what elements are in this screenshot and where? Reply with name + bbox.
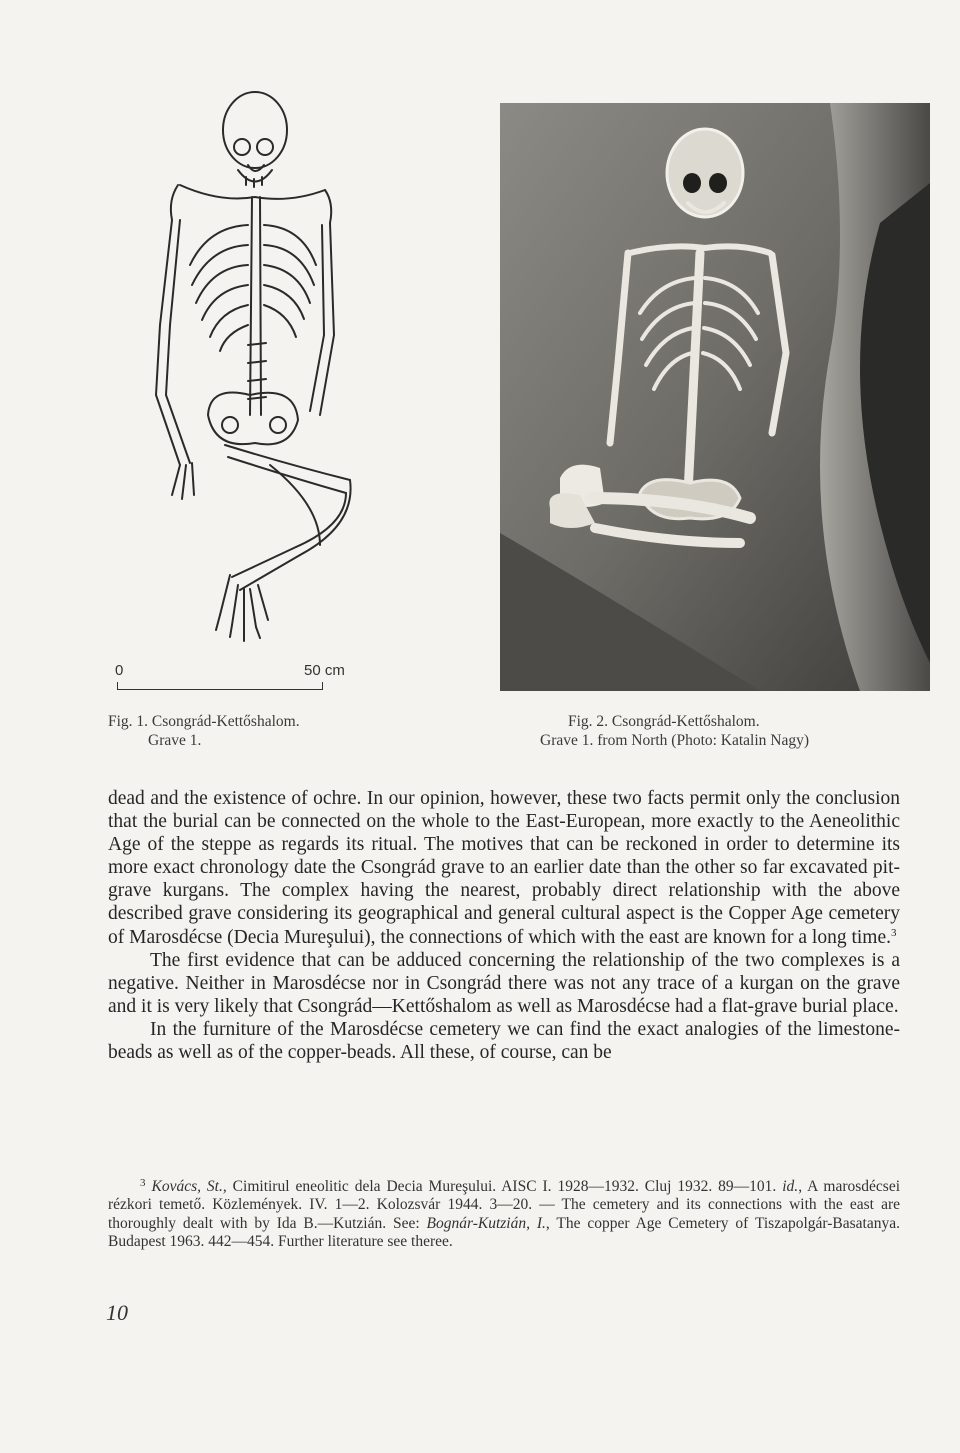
- grave-photograph-figure: [500, 103, 930, 691]
- paragraph-1: [108, 787, 900, 949]
- page-number: 10: [106, 1300, 128, 1325]
- skeleton-drawing-figure: [120, 85, 370, 645]
- body-text: [108, 787, 900, 1064]
- fig1-caption: [108, 712, 308, 750]
- paragraph-2: The first evidence that can be adduced concerning the relationship of the two complexes is a negative. Neither in Marosdécse nor in Csongrád there was not any trace of a kurgan on the grave and it is very likely that Csongrád—Kettőshalom as well as Marosdécse had a flat-grave burial place.: [108, 949, 900, 1017]
- footnote-author-3: Bognár-Kutzián, I.: [426, 1214, 546, 1232]
- fig2-caption-line2: Grave 1. from North (Photo: Katalin Nagy): [540, 732, 810, 749]
- fig2-caption: [540, 712, 930, 750]
- footnote-text-3: , The copper Age Cemetery of Tiszapolgár-Basatanya. Budapest 1963. 442—454. Further literature see theree.: [108, 1214, 900, 1251]
- fig1-caption-line2: Grave 1.: [148, 732, 202, 749]
- footnote-ref: 3: [891, 926, 897, 939]
- scale-bar-line: [117, 682, 323, 690]
- fig2-caption-line1: Fig. 2. Csongrád-Kettőshalom.: [568, 713, 760, 730]
- footnote-text-1: , Cimitirul eneolitic dela Decia Mureşului. AISC I. 1928—1932. Cluj 1932. 89—101.: [222, 1178, 783, 1195]
- scale-bar: [112, 662, 372, 694]
- scale-fifty-label: 50 cm: [304, 662, 345, 679]
- footnote-text-2: , A marosdécsei rézkori temető. Közlemények. IV. 1—2. Kolozsvár 1944. 3—20. — The cemetery and its connections with the east are thoroughly dealt with by Ida B.—Kutzián. See:: [108, 1178, 901, 1232]
- scale-zero-label: 0: [115, 662, 124, 679]
- paragraph-3: In the furniture of the Marosdécse cemetery we can find the exact analogies of the limestone-beads as well as of the copper-beads. All these, of course, can be: [108, 1018, 900, 1064]
- footnote-author-1: Kovács, St.: [151, 1178, 223, 1195]
- paragraph-1-text: dead and the existence of ochre. In our opinion, however, these two facts permit only the conclusion that the burial can be connected on the whole to the East-European, more exactly to the Aeneolithic Age of the steppe as regards its ritual. The motives that can be reckoned in order to determine its more exact chronology date the Csongrád grave to an earlier date than the other so far excavated pit-grave kurgans. The complex having the nearest, probably direct relationship with the above described grave considering its geographical and general cultural aspect is the Copper Age cemetery of Marosdécse (Decia Mureşului), the connections of which with the east are known for a long time.: [108, 788, 900, 948]
- footnote-author-2: id.: [782, 1178, 799, 1195]
- fig1-caption-line1: Fig. 1. Csongrád-Kettőshalom.: [108, 713, 300, 730]
- footnote: 3 Kovács, St., Cimitirul eneolitic dela Decia Mureşului. AISC I. 1928—1932. Cluj 1932. 89—101. id., A marosdécsei rézkori temető. Közlemények. IV. 1—2. Kolozsvár 1944. 3—20. — The cemetery and its connections with the east are thoroughly dealt with by Ida B.—Kutzián. See: Bognár-Kutzián, I., The copper Age Cemetery of Tiszapolgár-Basatanya. Budapest 1963. 442—454. Further literature see theree.: [108, 1177, 901, 1251]
